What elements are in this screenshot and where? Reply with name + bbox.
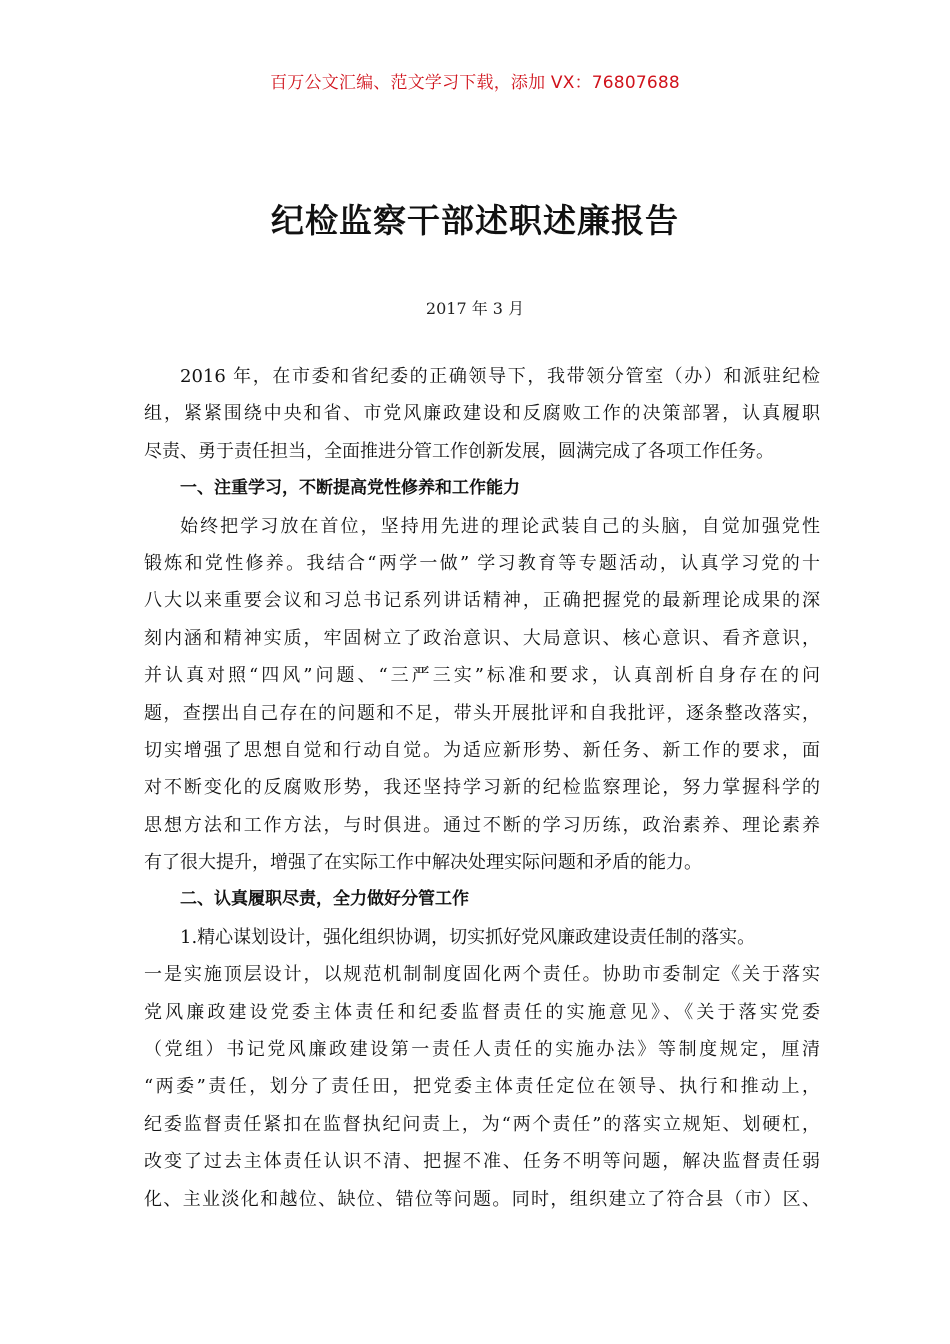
paragraph-line: 有了很大提升，增强了在实际工作中解决处理实际问题和矛盾的能力。 [144, 852, 702, 874]
paragraph-line: 刻内涵和精神实质，牢固树立了政治意识、大局意识、核心意识、看齐意识， [144, 627, 820, 649]
page-title: 纪检监察干部述职述廉报告 [271, 201, 679, 240]
report-date: 2017 年 3 月 [425, 299, 525, 318]
paragraph-line: 组，紧紧围绕中央和省、市党风廉政建设和反腐败工作的决策部署，认真履职 [144, 403, 820, 425]
section-heading: 一、注重学习，不断提高党性修养和工作能力 [180, 478, 520, 499]
paragraph-line: 化、主业淡化和越位、缺位、错位等问题。同时，组织建立了符合县（市）区、 [144, 1188, 820, 1210]
section-heading: 二、认真履职尽责，全力做好分管工作 [180, 889, 469, 910]
paragraph-line: 题，查摆出自己存在的问题和不足，带头开展批评和自我批评，逐条整改落实， [144, 702, 820, 724]
paragraph-line: “两委”责任，划分了责任田，把党委主体责任定位在领导、执行和推动上， [144, 1076, 820, 1098]
document-body [144, 358, 820, 1218]
paragraph-line: 并认真对照“四风”问题、“三严三实”标准和要求，认真剖析自身存在的问 [144, 665, 820, 687]
paragraph-line: 思想方法和工作方法，与时俱进。通过不断的学习历练，政治素养、理论素养 [144, 814, 820, 836]
paragraph-line: 锻炼和党性修养。我结合“两学一做” 学习教育等专题活动，认真学习党的十 [144, 552, 820, 574]
watermark-banner: 百万公文汇编、范文学习下载，添加 VX：76807688 [270, 73, 680, 93]
paragraph-line: 纪委监督责任紧扣在监督执纪问责上，为“两个责任”的落实立规矩、划硬杠， [144, 1113, 820, 1135]
paragraph-line: 对不断变化的反腐败形势，我还坚持学习新的纪检监察理论，努力掌握科学的 [144, 777, 820, 799]
paragraph-line: 2016 年，在市委和省纪委的正确领导下，我带领分管室（办）和派驻纪检 [180, 366, 820, 387]
paragraph-line: 八大以来重要会议和习总书记系列讲话精神，正确把握党的最新理论成果的深 [144, 590, 820, 612]
paragraph-line: 一是实施顶层设计，以规范机制制度固化两个责任。协助市委制定《关于落实 [144, 964, 820, 986]
paragraph-line: 改变了过去主体责任认识不清、把握不准、任务不明等问题，解决监督责任弱 [144, 1151, 820, 1173]
paragraph-line: 始终把学习放在首位，坚持用先进的理论武装自己的头脑，自觉加强党性 [180, 515, 820, 537]
paragraph-line: （党组）书记党风廉政建设第一责任人责任的实施办法》等制度规定，厘清 [144, 1039, 820, 1061]
paragraph-line: 切实增强了思想自觉和行动自觉。为适应新形势、新任务、新工作的要求，面 [144, 739, 820, 761]
paragraph-line: 1.精心谋划设计，强化组织协调，切实抓好党风廉政建设责任制的落实。 [180, 926, 756, 948]
paragraph-line: 党风廉政建设党委主体责任和纪委监督责任的实施意见》、《关于落实党委 [144, 1001, 820, 1023]
paragraph-line: 尽责、勇于责任担当，全面推进分管工作创新发展，圆满完成了各项工作任务。 [144, 440, 774, 462]
